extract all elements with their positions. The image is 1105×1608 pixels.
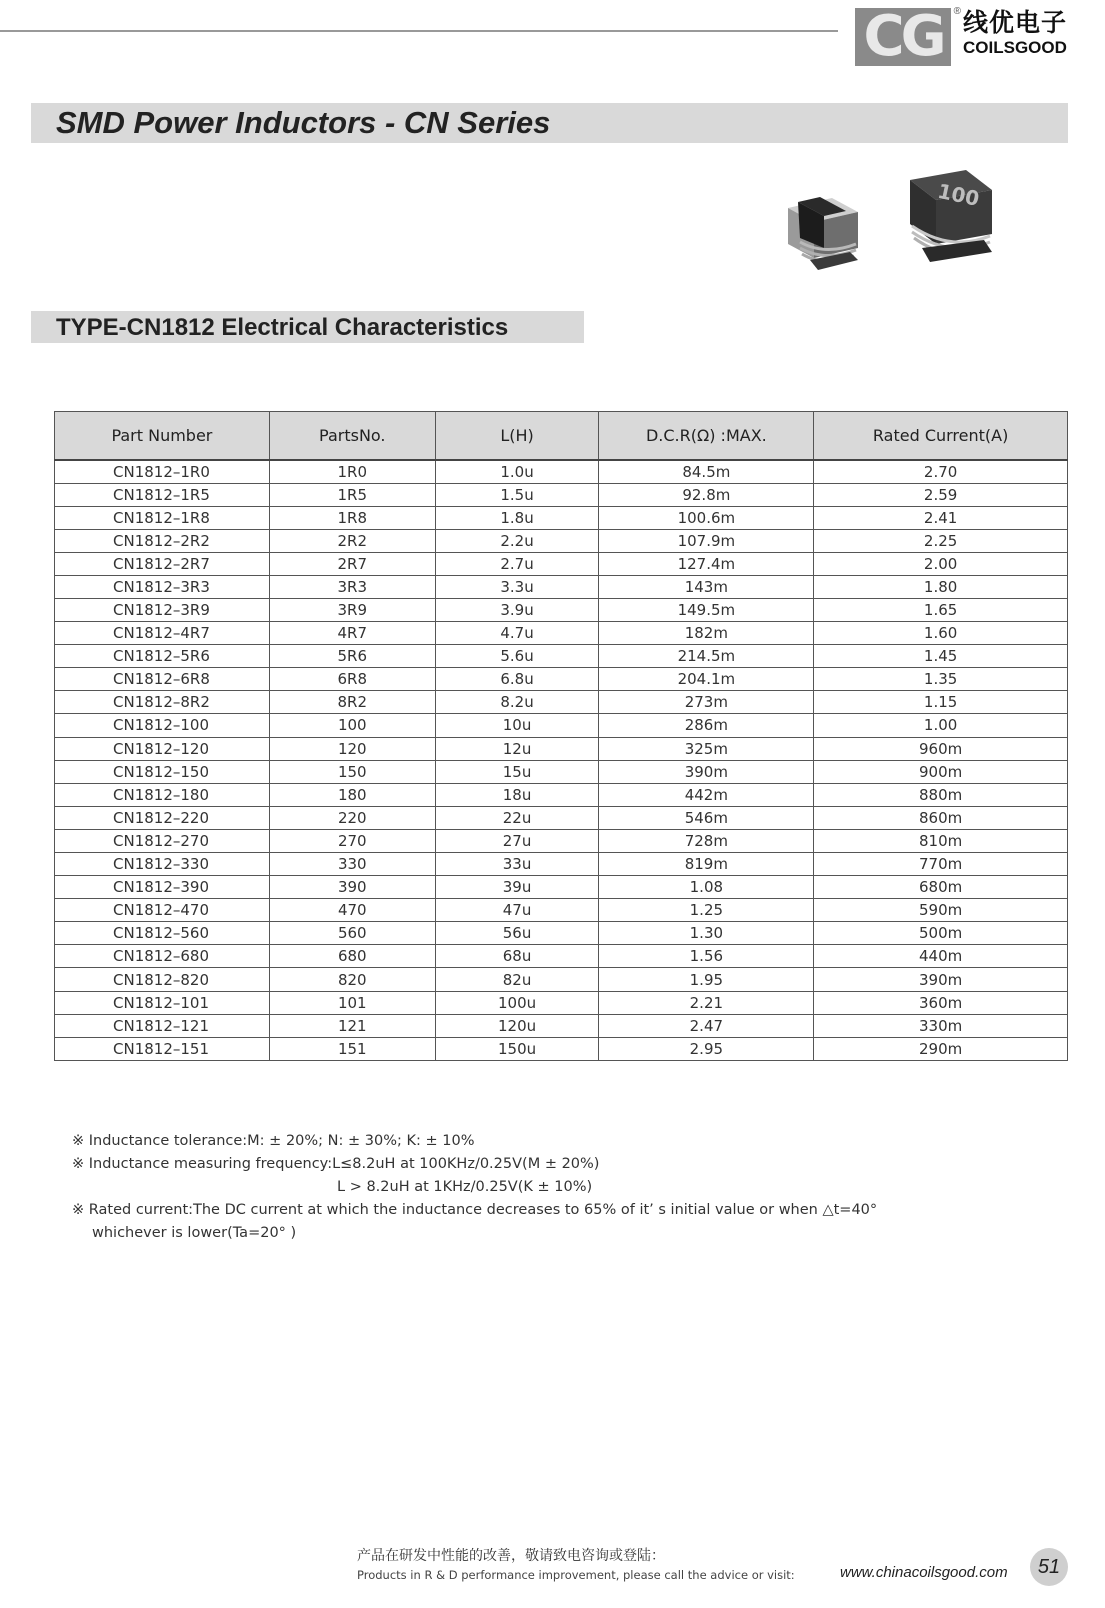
inductance-cell: 47u: [435, 899, 599, 922]
rated-current-cell: 360m: [814, 991, 1068, 1014]
dcr-cell: 107.9m: [599, 529, 814, 552]
inductance-cell: 2.7u: [435, 552, 599, 575]
rated-current-cell: 2.00: [814, 552, 1068, 575]
parts-no-cell: 121: [269, 1014, 435, 1037]
table-row: [55, 783, 1068, 806]
rated-current-cell: 680m: [814, 876, 1068, 899]
table-row: [55, 876, 1068, 899]
rated-current-cell: 290m: [814, 1037, 1068, 1060]
table-row: [55, 645, 1068, 668]
logo-wordmark: [963, 8, 1067, 58]
inductance-cell: 4.7u: [435, 622, 599, 645]
inductance-cell: 8.2u: [435, 691, 599, 714]
rated-current-cell: 2.41: [814, 506, 1068, 529]
part-number-cell: CN1812–1R8: [55, 506, 270, 529]
footer-website-link[interactable]: www.chinacoilsgood.com: [840, 1564, 1008, 1581]
parts-no-cell: 8R2: [269, 691, 435, 714]
header-rule: [0, 30, 838, 32]
part-number-cell: CN1812–270: [55, 829, 270, 852]
product-photo: [770, 160, 1010, 285]
dcr-cell: 127.4m: [599, 552, 814, 575]
part-number-cell: CN1812–1R5: [55, 483, 270, 506]
inductance-cell: 10u: [435, 714, 599, 737]
rated-current-cell: 390m: [814, 968, 1068, 991]
rated-current-cell: 500m: [814, 922, 1068, 945]
table-row: [55, 945, 1068, 968]
part-number-cell: CN1812–330: [55, 853, 270, 876]
parts-no-cell: 680: [269, 945, 435, 968]
parts-no-cell: 1R5: [269, 483, 435, 506]
parts-no-cell: 3R9: [269, 598, 435, 621]
part-number-cell: CN1812–121: [55, 1014, 270, 1037]
parts-no-cell: 2R2: [269, 529, 435, 552]
rated-current-cell: 1.80: [814, 575, 1068, 598]
column-header-parts-no: PartsNo.: [269, 412, 435, 460]
parts-no-cell: 560: [269, 922, 435, 945]
rated-current-cell: 1.45: [814, 645, 1068, 668]
rated-current-cell: 1.35: [814, 668, 1068, 691]
parts-no-cell: 150: [269, 760, 435, 783]
parts-no-cell: 4R7: [269, 622, 435, 645]
brand-name-cn: 线优电子: [963, 8, 1068, 37]
brand-name-en: COILSGOOD: [963, 38, 1067, 57]
table-row: [55, 598, 1068, 621]
inductor-marking: 100: [935, 178, 982, 211]
inductance-cell: 5.6u: [435, 645, 599, 668]
part-number-cell: CN1812–820: [55, 968, 270, 991]
part-number-cell: CN1812–470: [55, 899, 270, 922]
parts-no-cell: 220: [269, 806, 435, 829]
table-row: [55, 622, 1068, 645]
table-row: [55, 529, 1068, 552]
inductance-cell: 1.8u: [435, 506, 599, 529]
dcr-cell: 149.5m: [599, 598, 814, 621]
rated-current-cell: 860m: [814, 806, 1068, 829]
logo-letters: CG: [863, 4, 943, 69]
inductance-cell: 18u: [435, 783, 599, 806]
table-row: [55, 968, 1068, 991]
parts-no-cell: 151: [269, 1037, 435, 1060]
inductance-cell: 68u: [435, 945, 599, 968]
column-header-part-number: Part Number: [55, 412, 270, 460]
parts-no-cell: 470: [269, 899, 435, 922]
table-row: [55, 760, 1068, 783]
part-number-cell: CN1812–101: [55, 991, 270, 1014]
dcr-cell: 546m: [599, 806, 814, 829]
electrical-characteristics-table: [54, 411, 1068, 1061]
inductor-left-illustration: [788, 197, 858, 270]
parts-no-cell: 6R8: [269, 668, 435, 691]
table-row: [55, 991, 1068, 1014]
note-frequency-continued: L > 8.2uH at 1KHz/0.25V(K ± 10%): [337, 1179, 593, 1195]
dcr-cell: 1.25: [599, 899, 814, 922]
rated-current-cell: 900m: [814, 760, 1068, 783]
rated-current-cell: 1.60: [814, 622, 1068, 645]
dcr-cell: 2.47: [599, 1014, 814, 1037]
rated-current-cell: 590m: [814, 899, 1068, 922]
rated-current-cell: 810m: [814, 829, 1068, 852]
page-title: SMD Power Inductors - CN Series: [56, 105, 551, 140]
part-number-cell: CN1812–6R8: [55, 668, 270, 691]
inductance-cell: 150u: [435, 1037, 599, 1060]
part-number-cell: CN1812–8R2: [55, 691, 270, 714]
inductance-cell: 100u: [435, 991, 599, 1014]
part-number-cell: CN1812–120: [55, 737, 270, 760]
rated-current-cell: 1.00: [814, 714, 1068, 737]
dcr-cell: 286m: [599, 714, 814, 737]
dcr-cell: 1.08: [599, 876, 814, 899]
dcr-cell: 1.56: [599, 945, 814, 968]
note-rated-current: ※ Rated current:The DC current at which the inductance decreases to 65% of it’ s initial value or when △t=40°: [72, 1202, 878, 1218]
dcr-cell: 92.8m: [599, 483, 814, 506]
part-number-cell: CN1812–220: [55, 806, 270, 829]
dcr-cell: 1.95: [599, 968, 814, 991]
parts-no-cell: 330: [269, 853, 435, 876]
inductance-cell: 1.0u: [435, 460, 599, 484]
inductor-right-illustration: [910, 170, 992, 262]
dcr-cell: 143m: [599, 575, 814, 598]
parts-no-cell: 5R6: [269, 645, 435, 668]
parts-no-cell: 270: [269, 829, 435, 852]
dcr-cell: 390m: [599, 760, 814, 783]
dcr-cell: 204.1m: [599, 668, 814, 691]
dcr-cell: 273m: [599, 691, 814, 714]
inductance-cell: 15u: [435, 760, 599, 783]
column-header-dcr: D.C.R(Ω) :MAX.: [599, 412, 814, 460]
part-number-cell: CN1812–390: [55, 876, 270, 899]
parts-no-cell: 180: [269, 783, 435, 806]
part-number-cell: CN1812–1R0: [55, 460, 270, 484]
page-number: 51: [1030, 1548, 1068, 1586]
dcr-cell: 442m: [599, 783, 814, 806]
inductance-cell: 82u: [435, 968, 599, 991]
table-row: [55, 460, 1068, 484]
inductance-cell: 120u: [435, 1014, 599, 1037]
part-number-cell: CN1812–100: [55, 714, 270, 737]
inductance-cell: 33u: [435, 853, 599, 876]
inductance-cell: 3.9u: [435, 598, 599, 621]
dcr-cell: 214.5m: [599, 645, 814, 668]
inductance-cell: 56u: [435, 922, 599, 945]
dcr-cell: 2.95: [599, 1037, 814, 1060]
part-number-cell: CN1812–180: [55, 783, 270, 806]
table-row: [55, 714, 1068, 737]
page-title-bar: [31, 103, 1068, 143]
footer-text-en: Products in R & D performance improvement, please call the advice or visit:: [357, 1568, 795, 1582]
note-frequency: ※ Inductance measuring frequency:L≤8.2uH at 100KHz/0.25V(M ± 20%): [72, 1156, 600, 1172]
column-header-rated-current: Rated Current(A): [814, 412, 1068, 460]
dcr-cell: 182m: [599, 622, 814, 645]
table-row: [55, 806, 1068, 829]
table-header-row: [55, 412, 1068, 460]
part-number-cell: CN1812–150: [55, 760, 270, 783]
rated-current-cell: 2.59: [814, 483, 1068, 506]
inductance-cell: 1.5u: [435, 483, 599, 506]
table-row: [55, 483, 1068, 506]
table-row: [55, 668, 1068, 691]
dcr-cell: 1.30: [599, 922, 814, 945]
part-number-cell: CN1812–560: [55, 922, 270, 945]
table-row: [55, 922, 1068, 945]
inductance-cell: 6.8u: [435, 668, 599, 691]
note-rated-current-continued: whichever is lower(Ta=20° ): [92, 1225, 297, 1241]
parts-no-cell: 1R0: [269, 460, 435, 484]
rated-current-cell: 1.65: [814, 598, 1068, 621]
table-row: [55, 853, 1068, 876]
table-row: [55, 829, 1068, 852]
dcr-cell: 84.5m: [599, 460, 814, 484]
parts-no-cell: 3R3: [269, 575, 435, 598]
footer-text-cn: 产品在研发中性能的改善，敬请致电咨询或登陆：: [357, 1548, 665, 1564]
part-number-cell: CN1812–2R2: [55, 529, 270, 552]
parts-no-cell: 101: [269, 991, 435, 1014]
part-number-cell: CN1812–5R6: [55, 645, 270, 668]
table-row: [55, 691, 1068, 714]
part-number-cell: CN1812–3R9: [55, 598, 270, 621]
rated-current-cell: 770m: [814, 853, 1068, 876]
inductance-cell: 39u: [435, 876, 599, 899]
inductance-cell: 2.2u: [435, 529, 599, 552]
inductance-cell: 22u: [435, 806, 599, 829]
table-row: [55, 899, 1068, 922]
parts-no-cell: 2R7: [269, 552, 435, 575]
logo-mark: [855, 4, 961, 69]
rated-current-cell: 960m: [814, 737, 1068, 760]
rated-current-cell: 440m: [814, 945, 1068, 968]
table-row: [55, 737, 1068, 760]
table-row: [55, 552, 1068, 575]
rated-current-cell: 1.15: [814, 691, 1068, 714]
dcr-cell: 2.21: [599, 991, 814, 1014]
parts-no-cell: 120: [269, 737, 435, 760]
inductance-cell: 3.3u: [435, 575, 599, 598]
notes-section: [72, 1130, 877, 1245]
inductance-cell: 12u: [435, 737, 599, 760]
parts-no-cell: 820: [269, 968, 435, 991]
company-logo: [855, 4, 1068, 69]
rated-current-cell: 880m: [814, 783, 1068, 806]
table-row: [55, 506, 1068, 529]
part-number-cell: CN1812–680: [55, 945, 270, 968]
rated-current-cell: 2.25: [814, 529, 1068, 552]
table-row: [55, 1037, 1068, 1060]
table-row: [55, 575, 1068, 598]
dcr-cell: 325m: [599, 737, 814, 760]
inductance-cell: 27u: [435, 829, 599, 852]
dcr-cell: 819m: [599, 853, 814, 876]
part-number-cell: CN1812–3R3: [55, 575, 270, 598]
part-number-cell: CN1812–151: [55, 1037, 270, 1060]
parts-no-cell: 100: [269, 714, 435, 737]
parts-no-cell: 390: [269, 876, 435, 899]
rated-current-cell: 330m: [814, 1014, 1068, 1037]
dcr-cell: 100.6m: [599, 506, 814, 529]
table-row: [55, 1014, 1068, 1037]
note-tolerance: ※ Inductance tolerance:M: ± 20%; N: ± 30%; K: ± 10%: [72, 1133, 475, 1149]
rated-current-cell: 2.70: [814, 460, 1068, 484]
column-header-inductance: L(H): [435, 412, 599, 460]
part-number-cell: CN1812–2R7: [55, 552, 270, 575]
section-title: TYPE-CN1812 Electrical Characteristics: [56, 314, 509, 341]
parts-no-cell: 1R8: [269, 506, 435, 529]
part-number-cell: CN1812–4R7: [55, 622, 270, 645]
section-title-bar: [31, 311, 584, 343]
dcr-cell: 728m: [599, 829, 814, 852]
registered-mark: ®: [953, 6, 961, 17]
